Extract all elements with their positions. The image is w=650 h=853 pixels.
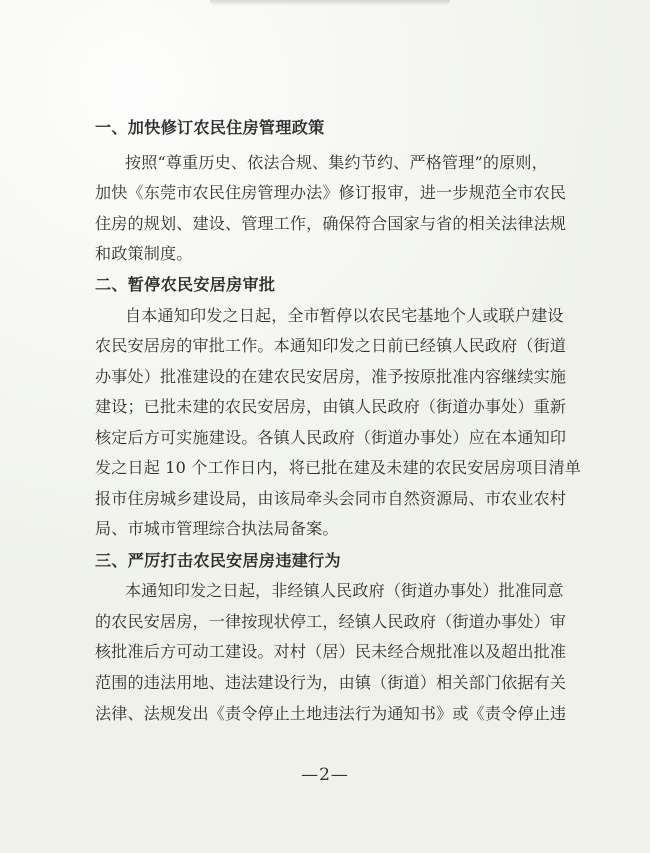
paragraph-line: 按照“尊重历史、依法合规、集约节约、严格管理”的原则， xyxy=(125,153,548,172)
paragraph-line: 发之日起 10 个工作日内，将已批在建及未建的农民安居房项目清单 xyxy=(95,458,582,477)
section-heading-1: 一、加快修订农民住房管理政策 xyxy=(95,118,325,137)
paragraph-line: 农民安居房的审批工作。本通知印发之日前已经镇人民政府（街道 xyxy=(95,336,567,355)
section-heading-2: 二、暂停农民安居房审批 xyxy=(95,275,276,294)
paragraph-line: 局、市城市管理综合执法局备案。 xyxy=(95,519,339,538)
paragraph-line: 范围的违法用地、违法建设行为，由镇（街道）相关部门依据有关 xyxy=(95,673,567,692)
paragraph-line: 建设；已批未建的农民安居房，由镇人民政府（街道办事处）重新 xyxy=(95,397,567,416)
paragraph-line: 核定后方可实施建设。各镇人民政府（街道办事处）应在本通知印 xyxy=(95,428,567,447)
paragraph-line: 办事处）批准建设的在建农民安居房，准予按原批准内容继续实施 xyxy=(95,367,567,386)
paragraph-line: 报市住房城乡建设局，由该局牵头会同市自然资源局、市农业农村 xyxy=(95,489,567,508)
page-number: —2— xyxy=(301,765,349,785)
scan-shadow xyxy=(210,0,450,6)
paragraph-line: 住房的规划、建设、管理工作，确保符合国家与省的相关法律法规 xyxy=(95,214,567,233)
paragraph-line: 加快《东莞市农民住房管理办法》修订报审，进一步规范全市农民 xyxy=(95,183,567,202)
paragraph-line: 核批准后方可动工建设。对村（居）民未经合规批准以及超出批准 xyxy=(95,642,567,661)
paragraph-line: 和政策制度。 xyxy=(95,244,193,263)
paragraph-line: 的农民安居房，一律按现状停工，经镇人民政府（街道办事处）审 xyxy=(95,612,567,631)
paragraph-line: 法律、法规发出《责令停止土地违法行为通知书》或《责令停止违 xyxy=(95,704,567,723)
section-heading-3: 三、严厉打击农民安居房违建行为 xyxy=(95,551,341,570)
paragraph-line: 本通知印发之日起，非经镇人民政府（街道办事处）批准同意 xyxy=(125,581,564,600)
paragraph-line: 自本通知印发之日起，全市暂停以农民宅基地个人或联户建设 xyxy=(125,306,564,325)
